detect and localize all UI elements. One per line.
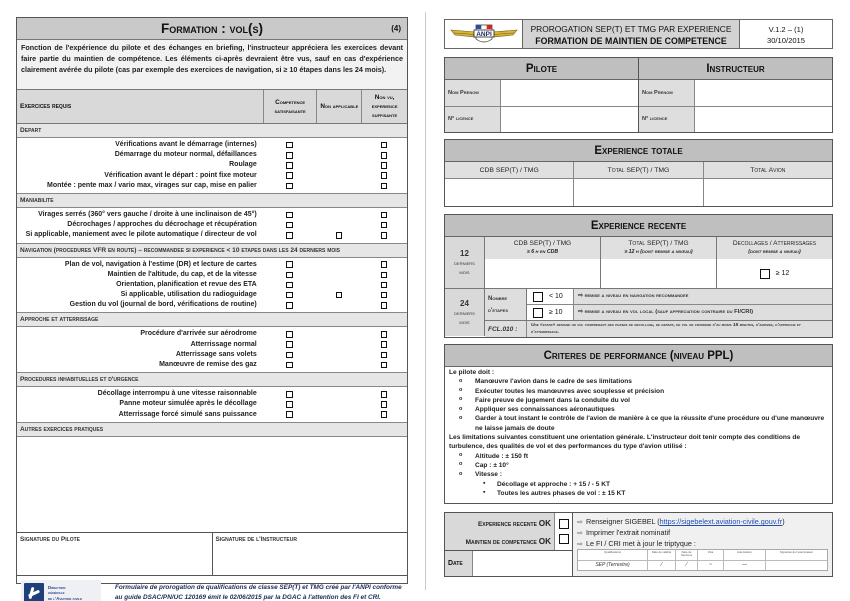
er-24-months-row: [445, 289, 832, 336]
exercise-row: [17, 270, 407, 280]
pilote-instructeur-section: [444, 57, 833, 133]
criteres-body: [445, 367, 832, 499]
instructeur-title: Instructeur: [639, 58, 832, 80]
section-title: Approche et atterrissage: [17, 313, 407, 327]
exercise-row: [17, 329, 407, 339]
fcl-text: Une «etape» designe un vol comprenant des phases de decollage, de depart, de vol de croisiere d'au moins 15 minutes, d'arrivee, d'approche et d'atterrissage.: [531, 323, 801, 335]
dgac-logo-text: Direction générale de l'Aviation civile: [48, 584, 83, 601]
competence-checkbox[interactable]: [286, 183, 293, 190]
signatures: [17, 533, 407, 576]
triptyque-image: Qualifications SEP (Terrestre) Date de validité ⁄ Date de l'épreuve ⁄ Visa ~ Autorisation — Signature de l'examinateur: [577, 549, 828, 571]
exercise-label: Panne moteur simulée après le décollage: [119, 400, 257, 408]
maintien-competence-ok-checkbox[interactable]: [559, 534, 569, 544]
exercise-label: Démarrage du moteur normal, défaillances: [114, 151, 257, 159]
version-label: V.1.2 – (1): [768, 25, 804, 34]
experience-recente-section: [444, 214, 833, 338]
exercises-table-header: [17, 90, 407, 124]
exercise-label: Vérifications avant le démarrage (internes): [115, 141, 257, 148]
non-vu-checkbox[interactable]: [381, 411, 388, 418]
exercise-row: [17, 399, 407, 409]
criteres-item: o Garder à tout instant le contrôle de l'avion de manière à ce que la réussite d'une procédure ou d'une manœuvre ne laisse jamais de doute: [449, 414, 828, 433]
exercise-row: [17, 389, 407, 399]
non-vu-checkbox[interactable]: [381, 261, 388, 268]
et-cdb-field[interactable]: [445, 179, 573, 206]
page-divider: [425, 12, 426, 590]
limits-list: [449, 452, 828, 498]
limit-item: o Vitesse :: [449, 470, 828, 479]
non-vu-checkbox[interactable]: [381, 362, 388, 369]
form-header-title: [523, 20, 740, 48]
er-24-months-label: 24 derniers mois: [445, 289, 485, 336]
etapes-option-lt10: < 10 ⇨ remise a niveau en navigation recommandee: [527, 289, 832, 304]
section-title: Navigation (procedures VFR en route) – recommandee si experience < 10 etapes dans les 24 derniers mois: [17, 244, 407, 258]
signature-instructeur-field[interactable]: Signature de l'Instructeur: [212, 533, 408, 575]
experience-totale-title: Experience totale: [445, 140, 832, 162]
fcl-note: [485, 321, 832, 337]
pilote-block: [445, 58, 638, 132]
non-vu-checkbox[interactable]: [381, 272, 388, 279]
competence-checkbox[interactable]: [286, 282, 293, 289]
non-vu-checkbox[interactable]: [381, 302, 388, 309]
etapes-lt10-checkbox[interactable]: [533, 292, 543, 302]
landings-12-label: ≥ 12: [775, 270, 790, 277]
section-rows: [17, 387, 407, 423]
non-vu-checkbox[interactable]: [381, 292, 388, 299]
et-col-total-avion: Total Avion: [703, 162, 832, 178]
next-steps: [573, 513, 832, 576]
exercise-label: Orientation, planification et revue des ETA: [116, 280, 257, 288]
etapes-option-ge10: ≥ 10 ⇨ remise a niveau en vol local (sauf appreciation contraire du FI/CRI): [527, 304, 832, 320]
limit-item: o Altitude : ± 150 ft: [449, 452, 828, 461]
competence-checkbox[interactable]: [286, 261, 293, 268]
exercise-label: Maintien de l'altitude, du cap, et de la vitesse: [107, 270, 257, 278]
anpi-wings-icon: [449, 22, 519, 46]
competence-checkbox[interactable]: [286, 401, 293, 408]
pilote-nom-row: [445, 80, 638, 107]
signature-pilote-field[interactable]: Signature du Pilote: [20, 535, 80, 543]
non-vu-checkbox[interactable]: [381, 142, 388, 149]
form-header: [444, 19, 833, 49]
et-col-total-sep: Total SEP(T) / TMG: [573, 162, 702, 178]
competence-checkbox[interactable]: [286, 391, 293, 398]
non-vu-checkbox[interactable]: [381, 222, 388, 229]
exercise-row: [17, 210, 407, 220]
non-vu-checkbox[interactable]: [381, 331, 388, 338]
instructeur-licence-field[interactable]: [695, 107, 832, 133]
limits-intro: Les limitations suivantes constituent une orientation générale. L'instructeur doit tenir compte des conditions de turbulence, des qualités de vol et des performances du type d'avion utilisé :: [449, 434, 801, 451]
non-vu-checkbox[interactable]: [381, 172, 388, 179]
section-rows: [17, 138, 407, 194]
non-vu-checkbox[interactable]: [381, 391, 388, 398]
experience-recente-title: Experience recente: [445, 215, 832, 237]
section-title: Depart: [17, 124, 407, 138]
experience-totale-section: [444, 139, 833, 207]
exercise-label: Si applicable, utilisation du radioguidage: [120, 291, 257, 299]
competence-checkbox[interactable]: [286, 162, 293, 169]
non-vu-checkbox[interactable]: [381, 183, 388, 190]
competence-checkbox[interactable]: [286, 411, 293, 418]
competence-checkbox[interactable]: [286, 352, 293, 359]
competence-checkbox[interactable]: [286, 212, 293, 219]
exercise-row: [17, 410, 407, 420]
exercise-row: [17, 340, 407, 350]
non-vu-checkbox[interactable]: [381, 401, 388, 408]
instructeur-licence-label: N° licence: [639, 107, 695, 133]
sigebel-link[interactable]: https://sigebelext.aviation-civile.gouv.fr: [659, 517, 783, 526]
maintien-competence-ok-label: Maintien de competence OK: [465, 537, 551, 546]
exercise-label: Atterrissage normal: [190, 340, 257, 348]
criteres-item: o Appliquer ses connaissances aéronautiques: [449, 405, 828, 414]
competence-checkbox[interactable]: [286, 172, 293, 179]
formation-vols-page: [16, 17, 408, 601]
non-applicable-checkbox[interactable]: [336, 292, 343, 299]
er-col-cdb: CDB SEP(T) / TMG ≥ 6 h en CDB: [485, 237, 600, 288]
anpi-logo: [445, 20, 523, 48]
pilote-licence-field[interactable]: [501, 107, 638, 133]
pilote-title: Pilote: [445, 58, 638, 80]
date-label: Date: [445, 551, 473, 576]
er-col-landings: Decollages / Atterrissages (dont remise a niveau) ≥ 12: [716, 237, 832, 288]
et-total-avion-field[interactable]: [703, 179, 832, 206]
exercise-row: [17, 260, 407, 270]
non-vu-checkbox[interactable]: [381, 152, 388, 159]
exercise-label: Si applicable, maniement avec le pilote automatique / directeur de vol: [25, 231, 257, 239]
exercise-row: [17, 350, 407, 360]
etapes-block: [485, 289, 832, 321]
instructeur-block: [638, 58, 832, 132]
dgac-emblem-icon: [24, 583, 44, 601]
pilote-nom-label: Nom Prenom: [445, 80, 501, 106]
etapes-ge10-checkbox[interactable]: [533, 308, 543, 318]
exercise-label: Atterrissage forcé simulé sans puissance: [118, 410, 257, 418]
formation-title: Formation : vol(s): [160, 21, 264, 36]
experience-recente-ok-checkbox[interactable]: [559, 519, 569, 529]
non-applicable-checkbox[interactable]: [336, 232, 343, 239]
competence-checkbox[interactable]: [286, 142, 293, 149]
pilote-licence-row: [445, 107, 638, 133]
formation-title-bar: [17, 18, 407, 40]
arrow-right-icon: ⇨: [577, 517, 584, 526]
etapes-ge10-text: ⇨ remise a niveau en vol local (sauf appreciation contraire du FI/CRI): [574, 305, 832, 320]
speed-limit-item: ▪ Décollage et approche : + 15 / - 5 KT: [449, 480, 828, 489]
limit-item: o Cap : ± 10°: [449, 461, 828, 470]
header-non-vu: Non vu, experience suffisante: [361, 90, 407, 123]
section-rows: [17, 258, 407, 314]
arrow-right-icon: ⇨: [577, 539, 584, 548]
form-header-line2: FORMATION DE MAINTIEN DE COMPETENCE: [535, 36, 727, 46]
fcl-label: FCL.010 :: [485, 321, 527, 337]
criteres-title: Criteres de performance (niveau PPL): [445, 345, 832, 367]
non-vu-checkbox[interactable]: [381, 282, 388, 289]
formation-intro: Fonction de l'expérience du pilote et des échanges en briefing, l'instructeur appréciera les exercices devant faire partie du maintien de compétence. Les éléments ci-après devraient être vus, sauf en cas d'expérience clairement avérée du pilote (cas par exemple des exercices de navigation, si ≥ 10 étapes dans les 24 mois).: [17, 40, 407, 90]
er-total-field[interactable]: [601, 259, 716, 288]
exercise-label: Manœuvre de remise des gaz: [159, 361, 257, 368]
exercise-row: [17, 230, 407, 240]
exercise-label: Plan de vol, navigation à l'estime (DR) et lecture de cartes: [64, 260, 257, 268]
validation-section: [444, 512, 833, 577]
arrow-right-icon: ⇨: [577, 528, 584, 537]
section-rows: [17, 327, 407, 373]
exercise-label: Procédure d'arrivée sur aérodrome: [140, 330, 257, 338]
competence-checkbox[interactable]: [286, 272, 293, 279]
exercise-row: [17, 290, 407, 300]
form-header-line1: PROROGATION SEP(T) ET TMG PAR EXPERIENCE: [530, 24, 732, 34]
section-autres-title: Autres exercices pratiques: [17, 423, 407, 437]
step-triptyque: ⇨ Le FI / CRI met à jour le triptyque :: [577, 539, 696, 548]
exercise-row: [17, 220, 407, 230]
landings-12-checkbox[interactable]: [760, 269, 770, 279]
page-number: (4): [391, 24, 401, 33]
exercise-row: [17, 140, 407, 150]
section-rows: [17, 208, 407, 244]
er-12-months-row: [445, 237, 832, 289]
competence-checkbox[interactable]: [286, 341, 293, 348]
etapes-label: Nombre d'etapes: [485, 289, 527, 320]
exercise-row: [17, 280, 407, 290]
pilote-nom-field[interactable]: [501, 80, 638, 106]
competence-checkbox[interactable]: [286, 292, 293, 299]
footer-text: Formulaire de prorogation de qualifications de classe SEP(T) et TMG créé par l'ANPI conforme au guide DSAC/PN/UC 120169 émit le 02/06/2015 par la DGAC à l'attention des FI et CRI.: [115, 584, 402, 601]
instructeur-nom-row: [639, 80, 832, 107]
criteres-item: o Manœuvre l'avion dans le cadre de ses limitations: [449, 377, 828, 386]
exercise-label: Gestion du vol (journal de bord, vérifications de routine): [69, 301, 257, 309]
exercise-row: [17, 300, 407, 310]
competence-checkbox[interactable]: [286, 362, 293, 369]
header-non-applicable: Non applicable: [316, 90, 361, 123]
instructeur-nom-field[interactable]: [695, 80, 832, 106]
exercise-row: [17, 181, 407, 191]
exercise-label: Virages serrés (360° vers gauche / droite à une inclinaison de 45°): [38, 210, 257, 218]
pilote-licence-label: N° licence: [445, 107, 501, 133]
experience-recente-ok-label: Experience recente OK: [477, 519, 551, 528]
instructeur-licence-row: [639, 107, 832, 133]
date-field[interactable]: [473, 551, 572, 576]
exercise-row: [17, 160, 407, 170]
et-col-cdb: CDB SEP(T) / TMG: [479, 167, 539, 174]
competence-checkbox[interactable]: [286, 222, 293, 229]
er-12-months-label: 12 derniers mois: [445, 237, 485, 288]
competence-checkbox[interactable]: [286, 232, 293, 239]
non-vu-checkbox[interactable]: [381, 162, 388, 169]
criteres-performance-section: [444, 344, 833, 504]
criteres-item: o Faire preuve de jugement dans la conduite du vol: [449, 396, 828, 405]
dgac-logo: [21, 580, 101, 601]
exercise-sections: [17, 124, 407, 423]
version-date: 30/10/2015: [766, 36, 805, 45]
left-footer: [17, 576, 407, 601]
non-vu-checkbox[interactable]: [381, 352, 388, 359]
exercise-label: Décollage interrompu à une vitesse raisonnable: [97, 390, 257, 398]
non-vu-checkbox[interactable]: [381, 341, 388, 348]
non-vu-checkbox[interactable]: [381, 212, 388, 219]
step-print: ⇨ Imprimer l'extrait nominatif: [577, 528, 671, 537]
section-title: Procedures inhabituelles et d'urgence: [17, 373, 407, 387]
section-title: Maniabilite: [17, 194, 407, 208]
exercise-label: Montée : pente max / vario max, virages sur cap, mise en palier: [47, 181, 257, 189]
exercise-row: [17, 150, 407, 160]
competence-checkbox[interactable]: [286, 302, 293, 309]
competence-checkbox[interactable]: [286, 331, 293, 338]
header-competence: Competence satisfaisante: [263, 90, 317, 123]
criteres-list: [449, 377, 828, 433]
exercise-row: [17, 171, 407, 181]
er-cdb-field[interactable]: [485, 259, 600, 288]
criteres-intro: Le pilote doit :: [449, 369, 495, 376]
er-landings-cell: [717, 259, 832, 288]
experience-totale-header: [445, 162, 832, 179]
instructeur-nom-label: Nom Prenom: [639, 80, 695, 106]
exercise-label: Atterrissage sans volets: [175, 350, 257, 358]
exercise-label: Vérification avant le départ : point fixe moteur: [104, 171, 257, 179]
etapes-lt10-text: ⇨ remise a niveau en navigation recommandee: [574, 289, 832, 304]
criteres-item: o Exécuter toutes les manœuvres avec souplesse et précision: [449, 387, 828, 396]
exercise-label: Roulage: [229, 161, 257, 169]
exercise-label: Décrochages / approches du décrochage et récupération: [67, 221, 257, 229]
exercise-row: [17, 360, 407, 370]
header-exercises: Exercices requis: [20, 103, 72, 110]
et-total-sep-field[interactable]: [573, 179, 702, 206]
svg-text:ANPI: ANPI: [475, 31, 492, 38]
step-sigebel: ⇨ Renseigner SIGEBEL (https://sigebelext.aviation-civile.gouv.fr): [577, 517, 785, 526]
experience-totale-values: [445, 179, 832, 206]
form-version: [740, 20, 832, 48]
non-vu-checkbox[interactable]: [381, 232, 388, 239]
competence-checkbox[interactable]: [286, 152, 293, 159]
autres-exercices-field[interactable]: [17, 437, 407, 533]
speed-limit-item: ▪ Toutes les autres phases de vol : ± 15 KT: [449, 489, 828, 498]
er-col-total: Total SEP(T) / TMG ≥ 12 h (dont remise a niveau): [600, 237, 716, 288]
